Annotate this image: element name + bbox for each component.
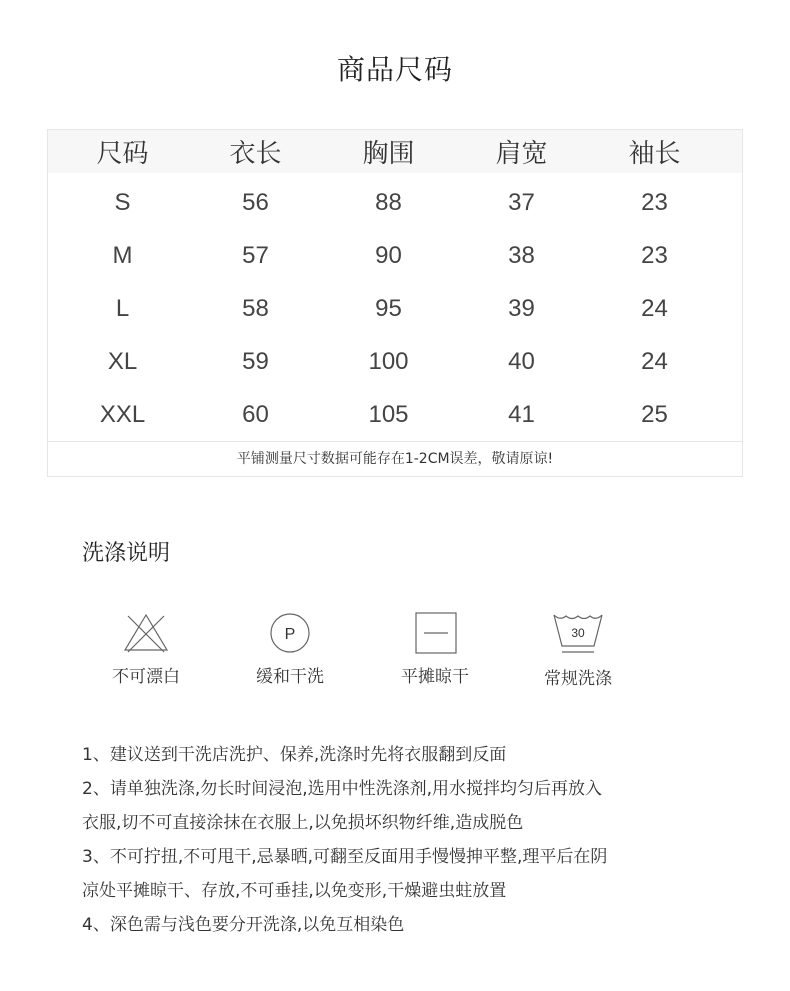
care-label: 平摊晾干: [401, 667, 469, 687]
table-cell: 23: [641, 188, 668, 216]
instruction-line: 4、深色需与浅色要分开洗涤,以免互相染色: [82, 915, 405, 935]
table-cell: 37: [508, 188, 535, 216]
table-cell: 23: [641, 241, 668, 269]
svg-text:30: 30: [571, 626, 585, 640]
table-cell: 24: [641, 347, 668, 375]
table-cell: XXL: [99, 400, 146, 428]
header-shoulder: 肩宽: [495, 139, 548, 169]
no-bleach-icon: [121, 612, 171, 654]
table-row: [48, 176, 742, 229]
wash-section-title: 洗涤说明: [82, 541, 171, 566]
instruction-line: 凉处平摊晾干、存放,不可垂挂,以免变形,干燥避虫蛀放置: [82, 881, 507, 901]
table-cell: 100: [368, 347, 409, 375]
table-cell: 25: [641, 400, 668, 428]
table-cell: 56: [242, 188, 269, 216]
care-item-no-bleach: [91, 612, 201, 687]
table-row: [48, 282, 742, 335]
dry-flat-icon: [410, 612, 460, 654]
table-cell: 39: [508, 294, 535, 322]
care-item-dry-flat: [380, 612, 490, 687]
table-header: [48, 130, 742, 173]
table-cell: 88: [375, 188, 402, 216]
table-cell: 105: [368, 400, 409, 428]
table-cell: S: [114, 188, 131, 216]
table-row: [48, 388, 742, 441]
table-cell: 38: [508, 241, 535, 269]
header-chest: 胸围: [362, 139, 415, 169]
table-cell: M: [112, 241, 133, 269]
care-label: 不可漂白: [112, 667, 180, 687]
table-cell: L: [115, 294, 130, 322]
table-cell: 41: [508, 400, 535, 428]
table-cell: 58: [242, 294, 269, 322]
measurement-note: 平铺测量尺寸数据可能存在1-2CM误差，敬请原谅!: [48, 441, 742, 476]
table-cell: 90: [375, 241, 402, 269]
instruction-line: 3、不可拧扭,不可甩干,忌暴晒,可翻至反面用手慢慢抻平整,理平后在阴: [82, 847, 608, 867]
table-cell: 60: [242, 400, 269, 428]
care-label: 缓和干洗: [256, 667, 324, 687]
table-row: [48, 335, 742, 388]
table-cell: 24: [641, 294, 668, 322]
table-cell: 40: [508, 347, 535, 375]
svg-text:P: P: [284, 626, 296, 643]
instruction-line: 衣服,切不可直接涂抹在衣服上,以免损坏织物纤维,造成脱色: [82, 813, 524, 833]
table-cell: XL: [107, 347, 138, 375]
care-label: 常规洗涤: [544, 669, 612, 689]
header-sleeve: 袖长: [628, 139, 681, 169]
wash-instructions: [82, 738, 722, 942]
care-icons: [0, 612, 790, 702]
gentle-dry-clean-icon: [265, 612, 315, 654]
wash-30-icon: [550, 612, 606, 656]
size-table: [47, 129, 743, 477]
page-title: 商品尺码: [336, 53, 453, 86]
header-length: 衣长: [229, 139, 282, 169]
table-cell: 59: [242, 347, 269, 375]
header-size: 尺码: [96, 139, 149, 169]
table-cell: 95: [375, 294, 402, 322]
instruction-line: 1、建议送到干洗店洗护、保养,洗涤时先将衣服翻到反面: [82, 745, 507, 765]
care-item-gentle-dry-clean: [235, 612, 345, 687]
instruction-line: 2、请单独洗涤,勿长时间浸泡,选用中性洗涤剂,用水搅拌均匀后再放入: [82, 779, 603, 799]
care-item-wash-30: [523, 612, 633, 689]
table-row: [48, 229, 742, 282]
table-cell: 57: [242, 241, 269, 269]
